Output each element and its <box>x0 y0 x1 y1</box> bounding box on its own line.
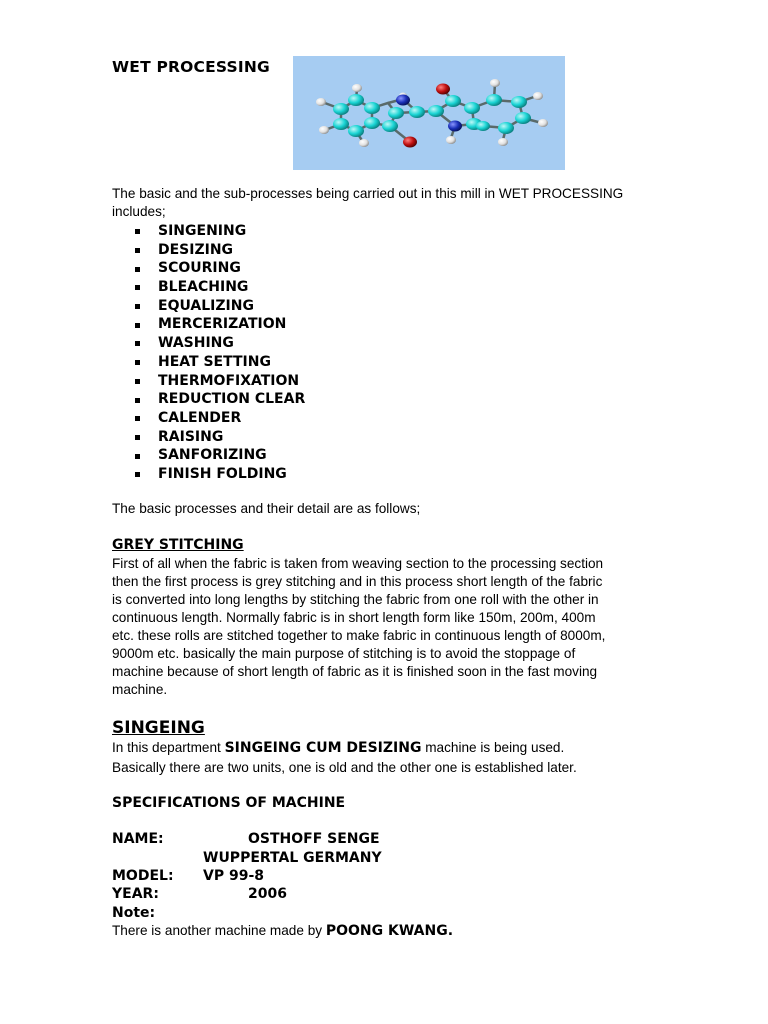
list-item: BLEACHING <box>135 278 305 297</box>
machine-maker-bold: POONG KWANG. <box>325 923 454 939</box>
singeing-line-1: In this department SINGEING CUM DESIZING machine is being used. <box>112 740 565 756</box>
molecule-image <box>293 56 565 170</box>
machine-name-bold: SINGEING CUM DESIZING <box>224 740 422 756</box>
specifications-heading: SPECIFICATIONS OF MACHINE <box>112 795 346 811</box>
spec-note-label: Note: <box>112 905 156 921</box>
list-item: WASHING <box>135 334 305 353</box>
grey-stitching-heading: GREY STITCHING <box>112 537 244 553</box>
list-item: MERCERIZATION <box>135 315 305 334</box>
list-item: SANFORIZING <box>135 446 305 465</box>
spec-model-label: MODEL: <box>112 868 174 884</box>
bullet-icon <box>135 454 140 459</box>
spec-year-value: 2006 <box>248 886 287 902</box>
list-item: CALENDER <box>135 409 305 428</box>
grey-stitching-paragraph <box>112 555 660 699</box>
intro-paragraph: The basic and the sub-processes being carried out in this mill in WET PROCESSING includes; <box>112 186 624 219</box>
paragraph-line: machine. <box>112 682 168 697</box>
spec-name-value-2: WUPPERTAL GERMANY <box>203 850 382 866</box>
singeing-line-2: Basically there are two units, one is old and the other one is established later. <box>112 760 577 775</box>
bullet-icon <box>135 285 140 290</box>
list-item: SINGENING <box>135 222 305 241</box>
list-item: SCOURING <box>135 259 305 278</box>
paragraph-line: First of all when the fabric is taken from weaving section to the processing section <box>112 556 604 571</box>
paragraph-line: is converted into long lengths by stitching the fabric from one roll with the other in <box>112 592 599 607</box>
list-item: RAISING <box>135 428 305 447</box>
bullet-icon <box>135 304 140 309</box>
list-item: THERMOFIXATION <box>135 372 305 391</box>
list-item: REDUCTION CLEAR <box>135 390 305 409</box>
paragraph-line: 9000m etc. basically the main purpose of stitching is to avoid the stoppage of <box>112 646 576 661</box>
bullet-icon <box>135 379 140 384</box>
spec-name-value: OSTHOFF SENGE <box>248 831 380 847</box>
bullet-icon <box>135 416 140 421</box>
bullet-icon <box>135 341 140 346</box>
spec-name-label: NAME: <box>112 831 164 847</box>
spec-year-label: YEAR: <box>112 886 159 902</box>
basic-processes-text: The basic processes and their detail are as follows; <box>112 501 421 516</box>
list-item: FINISH FOLDING <box>135 465 305 484</box>
process-list <box>135 222 305 484</box>
page-title: WET PROCESSING <box>112 58 270 76</box>
singeing-heading: SINGEING <box>112 718 205 738</box>
bullet-icon <box>135 267 140 272</box>
paragraph-line: continuous length. Normally fabric is in short length form like 150m, 200m, 400m <box>112 610 596 625</box>
bullet-icon <box>135 248 140 253</box>
indigo-molecule-illustration <box>293 56 565 170</box>
paragraph-line: etc. these rolls are stitched together to make fabric in continuous length of 8000m, <box>112 628 606 643</box>
spec-model-value: VP 99-8 <box>203 868 265 884</box>
list-item: EQUALIZING <box>135 297 305 316</box>
bullet-icon <box>135 435 140 440</box>
paragraph-line: machine because of short length of fabric as it is finished soon in the fast moving <box>112 664 598 679</box>
bullet-icon <box>135 472 140 477</box>
list-item: HEAT SETTING <box>135 353 305 372</box>
bullet-icon <box>135 360 140 365</box>
bullet-icon <box>135 229 140 234</box>
bullet-icon <box>135 323 140 328</box>
list-item: DESIZING <box>135 241 305 260</box>
paragraph-line: then the first process is grey stitching and in this process short length of the fabric <box>112 574 603 589</box>
bullet-icon <box>135 398 140 403</box>
note-text: There is another machine made by POONG KWANG. <box>112 923 454 939</box>
